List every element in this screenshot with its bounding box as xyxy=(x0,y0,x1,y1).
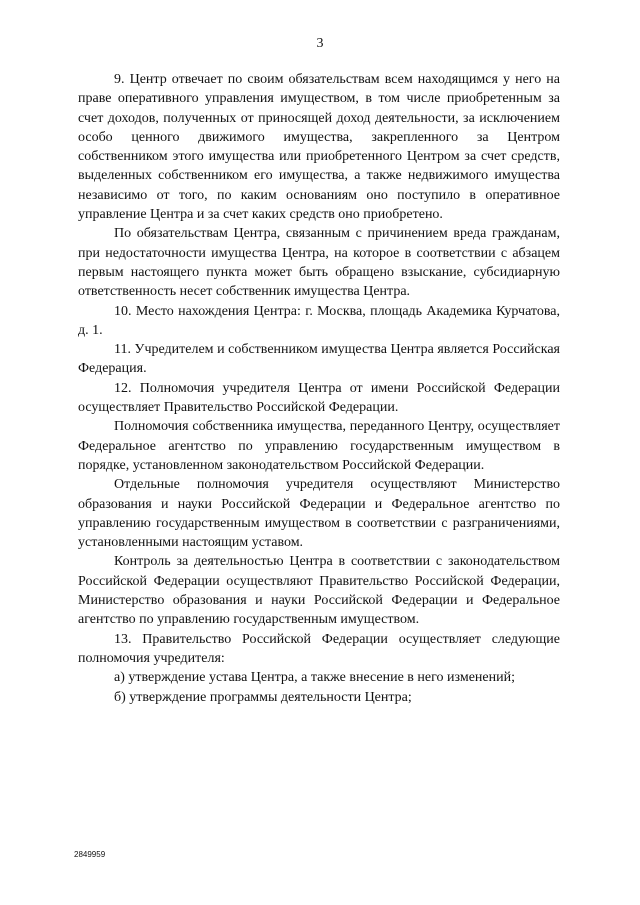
document-id: 2849959 xyxy=(74,850,106,859)
paragraph-item-11: 11. Учредителем и собственником имущества Центра является Российская Федерация. xyxy=(78,342,560,377)
list-item-b: б) утверждение программы деятельности Центра; xyxy=(114,689,412,705)
paragraph-control: Контроль за деятельностью Центра в соответствии с законодательством Российской Федерации осуществляют Правительство Российской Федерации, Министерство образования и науки Российской Федерации и Федеральное агентство по управлению государственным имуществом. xyxy=(78,554,560,628)
paragraph-item-13: 13. Правительство Российской Федерации осуществляет следующие полномочия учредителя: xyxy=(78,631,560,666)
list-item-a: а) утверждение устава Центра, а также внесение в него изменений; xyxy=(114,670,515,686)
page-number: 3 xyxy=(316,36,324,51)
paragraph-item-10: 10. Место нахождения Центра: г. Москва, площадь Академика Курчатова, д. 1. xyxy=(78,303,560,338)
paragraph-item-12: 12. Полномочия учредителя Центра от имени Российской Федерации осуществляет Правительство Российской Федерации. xyxy=(78,380,560,416)
paragraph-owner-powers: Полномочия собственника имущества, переданного Центру, осуществляет Федеральное агентство по управлению государственным имуществом в порядке, установленном законодательством Российской Федерации. xyxy=(78,419,560,473)
paragraph-separate-powers: Отдельные полномочия учредителя осуществляют Министерство образования и науки Российской Федерации и Федеральное агентство по управлению государственным имуществом в соответствии с разграничениями, установленными настоящим уставом. xyxy=(78,477,560,551)
paragraph-subsidiary-liability: По обязательствам Центра, связанным с причинением вреда гражданам, при недостаточности имущества Центра, на которое в соответствии с абзацем первым настоящего пункта может быть обращено взыскание, субсидиарную ответственность несет собственник имущества Центра. xyxy=(78,226,560,300)
document-body xyxy=(78,70,560,707)
paragraph-item-9: 9. Центр отвечает по своим обязательствам всем находящимся у него на праве оперативного управления имуществом, в том числе приобретенным за счет доходов, полученных от приносящей доход деятельности, за исключением особо ценного движимого имущества, закрепленного за Центром собственником этого имущества или приобретенного Центром за счет средств, выделенных собственником его имущества, а также недвижимого имущества независимо от того, по каким основаниям оно поступило в оперативное управление Центра и за счет каких средств оно приобретено. xyxy=(78,72,560,223)
